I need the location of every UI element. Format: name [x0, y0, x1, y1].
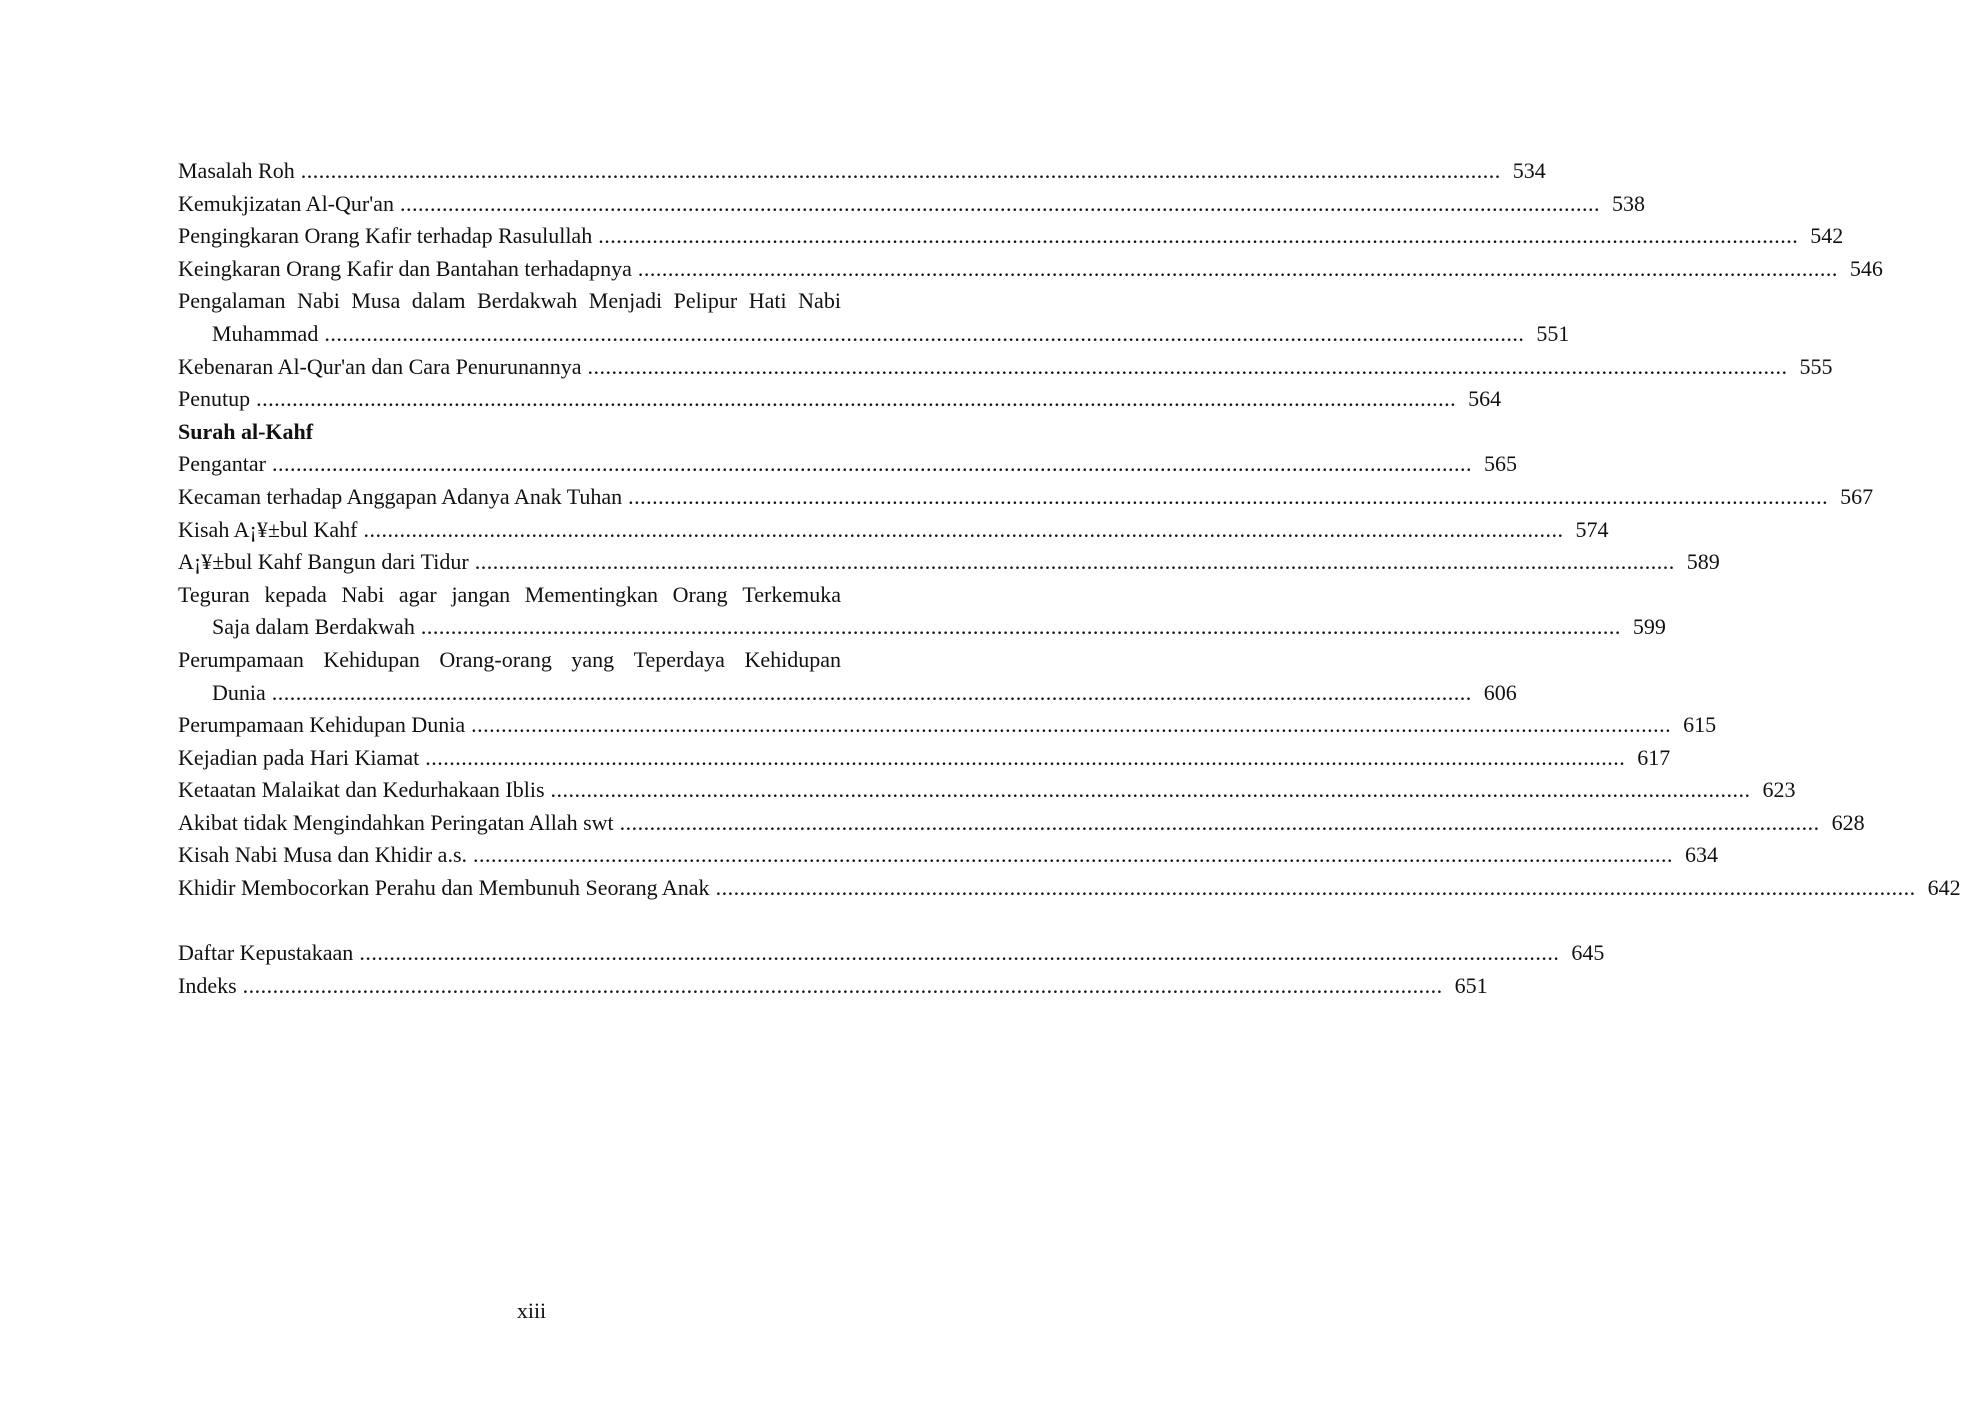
toc-entry: [178, 546, 1720, 579]
toc-entry: [178, 448, 1517, 481]
toc-entry: [178, 155, 1546, 188]
toc-entry-page: 567: [1840, 483, 1874, 509]
toc-entry-title: Daftar Kepustakaan: [178, 940, 354, 966]
title-word: Orang-orang: [439, 646, 552, 672]
title-word: Perumpamaan: [178, 646, 304, 672]
leader-dots: ........................................................................................................................................................................................................: [256, 386, 1457, 412]
leader-dots: ........................................................................................................................................................................................................: [587, 353, 1788, 379]
toc-entry-title-line: [178, 644, 841, 677]
toc-entry-page: 645: [1571, 940, 1605, 966]
leader-dots: ........................................................................................................................................................................................................: [715, 875, 1916, 901]
leader-dots: ........................................................................................................................................................................................................: [420, 614, 1621, 640]
toc-entry-title: Indeks: [178, 972, 237, 998]
toc-entry: [178, 774, 1796, 807]
toc-entry-title: Pengingkaran Orang Kafir terhadap Rasulullah: [178, 223, 593, 249]
toc-group: [178, 351, 1833, 416]
toc-entry: [178, 285, 1570, 350]
toc-entry-title: Khidir Membocorkan Perahu dan Membunuh Seorang Anak: [178, 875, 710, 901]
title-word: Pelipur: [673, 288, 738, 314]
leader-dots: ........................................................................................................................................................................................................: [399, 190, 1600, 216]
toc-entry: [178, 644, 1517, 709]
toc-entry-title: Penutup: [178, 386, 251, 412]
leader-dots: ........................................................................................................................................................................................................: [471, 712, 1672, 738]
toc-group: [178, 937, 1605, 1002]
leader-dots: ........................................................................................................................................................................................................: [637, 255, 1838, 281]
toc-entry: [178, 807, 1865, 840]
title-word: agar: [398, 581, 437, 607]
title-word: Kehidupan: [323, 646, 420, 672]
toc-entry-continuation: [178, 677, 1517, 710]
toc-entry: [178, 351, 1833, 384]
leader-dots: ........................................................................................................................................................................................................: [271, 451, 1472, 477]
title-word: Orang: [672, 581, 728, 607]
toc-entry: [178, 970, 1488, 1003]
leader-dots: ........................................................................................................................................................................................................: [359, 940, 1560, 966]
toc-entry-page: 651: [1454, 972, 1488, 998]
toc-entry-title: Kejadian pada Hari Kiamat: [178, 744, 420, 770]
toc-entry: [178, 742, 1671, 775]
toc-entry-title: Kemukjizatan Al-Qur'an: [178, 190, 394, 216]
toc-entry-page: 615: [1683, 712, 1717, 738]
toc-entry-page: 555: [1799, 353, 1833, 379]
title-word: Teguran: [178, 581, 250, 607]
toc-entry-title: Kebenaran Al-Qur'an dan Cara Penurunannya: [178, 353, 582, 379]
toc-entry-continuation: [178, 318, 1570, 351]
leader-dots: ........................................................................................................................................................................................................: [474, 549, 1675, 575]
toc-entry: [178, 514, 1609, 547]
title-word: Berdakwah: [477, 288, 578, 314]
toc-entry-page: 623: [1762, 777, 1796, 803]
title-word: Mementingkan: [524, 581, 658, 607]
leader-dots: ........................................................................................................................................................................................................: [425, 744, 1626, 770]
toc-entry: [178, 937, 1605, 970]
spacer: [178, 905, 886, 938]
leader-dots: ........................................................................................................................................................................................................: [473, 842, 1674, 868]
toc-entry-page: 574: [1575, 516, 1609, 542]
leader-dots: ........................................................................................................................................................................................................: [550, 777, 1751, 803]
leader-dots: ........................................................................................................................................................................................................: [363, 516, 1564, 542]
title-word: Terkemuka: [742, 581, 841, 607]
title-word: dalam: [411, 288, 466, 314]
leader-dots: ........................................................................................................................................................................................................: [324, 320, 1525, 346]
toc-entry-page: 546: [1849, 255, 1883, 281]
toc-entry-title: A¡¥±bul Kahf Bangun dari Tidur: [178, 549, 469, 575]
toc-entry-title: Masalah Roh: [178, 158, 295, 183]
toc-entry-page: 551: [1536, 320, 1570, 346]
title-word: jangan: [451, 581, 511, 607]
toc-entry-continuation: [178, 611, 1666, 644]
toc-entry-page: 564: [1468, 386, 1502, 412]
title-word: Pengalaman: [178, 288, 286, 314]
toc-entry-page: 599: [1632, 614, 1666, 640]
toc-entry-title-line: [178, 579, 841, 612]
title-word: kepada: [264, 581, 327, 607]
title-word: Musa: [351, 288, 401, 314]
toc-entry: [178, 253, 1883, 286]
toc-entry-page: 606: [1483, 679, 1517, 705]
title-word: yang: [571, 646, 615, 672]
toc-entry-title: Muhammad: [212, 320, 319, 346]
toc-entry: [178, 481, 1874, 514]
toc-entry-page: 617: [1637, 744, 1671, 770]
toc-entry-page: 542: [1810, 223, 1844, 249]
toc-entry: [178, 220, 1844, 253]
toc-entry-page: 534: [1512, 158, 1546, 183]
toc-entry-page: 538: [1611, 190, 1645, 216]
leader-dots: ........................................................................................................................................................................................................: [598, 223, 1799, 249]
toc-group: [178, 155, 1883, 285]
toc-entry-page: 642: [1927, 875, 1961, 901]
toc-entry-title: Kisah A¡¥±bul Kahf: [178, 516, 358, 542]
toc-entry-title: Ketaatan Malaikat dan Kedurhakaan Iblis: [178, 777, 545, 803]
toc-entry: [178, 872, 1961, 905]
leader-dots: ........................................................................................................................................................................................................: [242, 972, 1443, 998]
toc-entry-page: 634: [1685, 842, 1719, 868]
title-word: Nabi: [341, 581, 385, 607]
toc-entry: [178, 188, 1645, 221]
toc-entry-title-line: [178, 285, 841, 318]
toc-entry-title: Kecaman terhadap Anggapan Adanya Anak Tuhan: [178, 483, 623, 509]
section-heading: Surah al-Kahf: [178, 418, 314, 444]
leader-dots: ........................................................................................................................................................................................................: [628, 483, 1829, 509]
toc-entry-page: 589: [1686, 549, 1720, 575]
toc-entry-title: Akibat tidak Mengindahkan Peringatan Allah swt: [178, 809, 614, 835]
toc-entry: [178, 709, 1717, 742]
toc-entry-page: 628: [1831, 809, 1865, 835]
title-word: Nabi: [297, 288, 340, 314]
title-word: Kehidupan: [744, 646, 841, 672]
title-word: Teperdaya: [633, 646, 725, 672]
toc-entry-page: 565: [1483, 451, 1517, 477]
title-word: Nabi: [798, 288, 841, 314]
toc-entry-title: Kisah Nabi Musa dan Khidir a.s.: [178, 842, 468, 868]
title-word: Menjadi: [588, 288, 663, 314]
toc-entry-title: Dunia: [212, 679, 266, 705]
toc-group: [178, 448, 1874, 578]
table-of-contents: [178, 155, 1961, 1002]
toc-entry: [178, 383, 1502, 416]
toc-entry-title: Perumpamaan Kehidupan Dunia: [178, 712, 466, 738]
leader-dots: ........................................................................................................................................................................................................: [300, 158, 1501, 183]
toc-entry: [178, 579, 1666, 644]
leader-dots: ........................................................................................................................................................................................................: [619, 809, 1820, 835]
page-number: xiii: [516, 1298, 547, 1323]
toc-entry-title: Pengantar: [178, 451, 266, 477]
toc-entry-title: Saja dalam Berdakwah: [212, 614, 415, 640]
leader-dots: ........................................................................................................................................................................................................: [271, 679, 1472, 705]
toc-entry-title: Keingkaran Orang Kafir dan Bantahan terhadapnya: [178, 255, 632, 281]
toc-group: [178, 709, 1961, 905]
title-word: Hati: [748, 288, 787, 314]
toc-entry: [178, 839, 1719, 872]
